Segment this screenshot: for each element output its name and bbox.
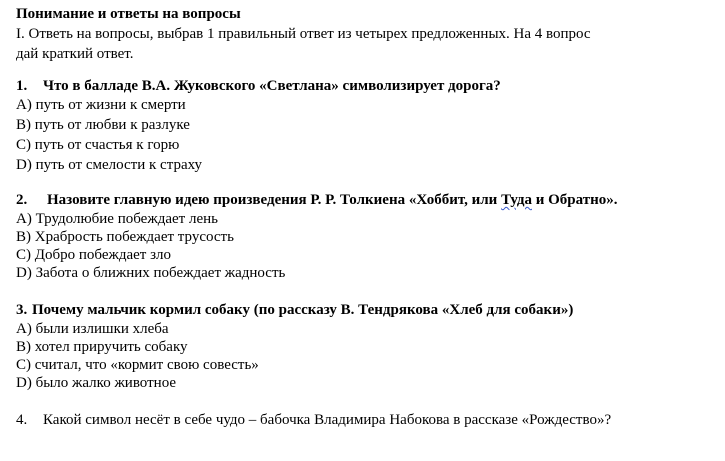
q1-option-c: C) путь от счастья к горю [16,137,180,153]
q3-option-d: D) было жалко животное [16,375,177,391]
question-text: Какой символ несёт в себе чудо – бабочка Владимира Набокова в рассказе «Рождество»? [43,412,612,428]
q3-option-c: C) считал, что «кормит свою совесть» [16,357,259,373]
question-number: 1. [16,78,28,94]
q2-option-d: D) Забота о ближних побеждает жадность [16,265,286,281]
instruction-line-1: I. Ответь на вопросы, выбрав 1 правильный ответ из четырех предложенных. На 4 вопрос [16,26,591,42]
q1-option-b: B) путь от любви к разлуке [16,117,190,133]
question-2 [16,190,618,210]
question-text-before: Назовите главную идею произведения Р. Р. Толкиена «Хоббит, или [47,192,502,208]
question-1 [16,76,501,96]
question-number: 2. [16,192,28,208]
question-number: 4. [16,412,28,428]
question-text-after: и Обратно». [531,192,618,208]
spellcheck-marked-word: Туда [501,192,532,208]
question-number: 3. [16,302,28,318]
q2-option-a: A) Трудолюбие побеждает лень [16,211,218,227]
section-title: Понимание и ответы на вопросы [16,6,241,22]
q2-option-b: B) Храбрость побеждает трусость [16,229,234,245]
q3-option-b: B) хотел приручить собаку [16,339,188,355]
q1-option-a: A) путь от жизни к смерти [16,97,186,113]
question-text: Почему мальчик кормил собаку (по рассказу В. Тендрякова «Хлеб для собаки») [32,302,574,318]
instruction-line-2: дай краткий ответ. [16,46,134,62]
q2-option-c: C) Добро побеждает зло [16,247,172,263]
q1-option-d: D) путь от смелости к страху [16,157,203,173]
q3-option-a: A) были излишки хлеба [16,321,169,337]
question-text: Что в балладе В.А. Жуковского «Светлана» символизирует дорога? [43,78,501,94]
question-4 [16,410,611,430]
question-3 [16,300,573,320]
